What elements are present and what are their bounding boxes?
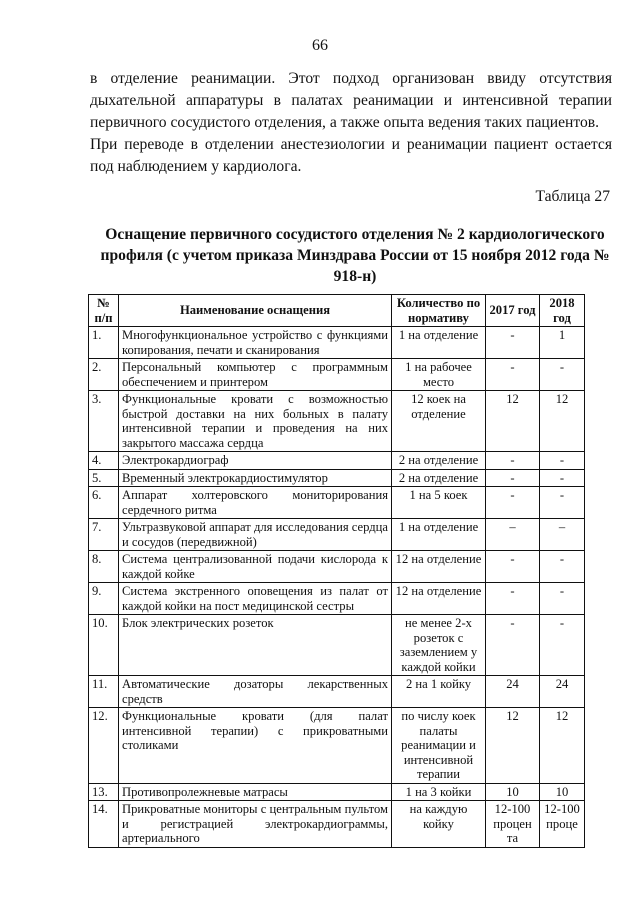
row-name: Функциональные кровати (для палат интенсивной терапии) с прикроватными столиками <box>119 708 392 784</box>
row-name: Система экстренного оповещения из палат от каждой койки на пост медицинской сестры <box>119 583 392 615</box>
row-name: Электрокардиограф <box>119 452 392 470</box>
row-2018: - <box>540 615 585 676</box>
row-quantity: 12 коек на отделение <box>392 391 486 452</box>
row-quantity: 12 на отделение <box>392 551 486 583</box>
row-2017: 12-100 процен та <box>486 801 540 848</box>
row-2018: - <box>540 551 585 583</box>
row-2018: 12 <box>540 391 585 452</box>
row-2017: - <box>486 615 540 676</box>
row-quantity: 2 на отделение <box>392 452 486 470</box>
intro-paragraph: При переводе в отделении анестезиологии и реанимации пациент остается под наблюдением у кардиолога. <box>90 136 612 175</box>
row-quantity: 2 на 1 койку <box>392 676 486 708</box>
row-name: Многофункциональное устройство с функциями копирования, печати и сканирования <box>119 327 392 359</box>
table-row <box>89 359 585 391</box>
table-title: Оснащение первичного сосудистого отделения № 2 кардиологического профиля (с учетом приказа Минздрава России от 15 ноября 2012 года № 918-н) <box>100 226 610 285</box>
row-2017: - <box>486 359 540 391</box>
row-quantity: 12 на отделение <box>392 583 486 615</box>
row-quantity: не менее 2-х розеток с заземлением у каждой койки <box>392 615 486 676</box>
table-label: Таблица 27 <box>535 188 610 205</box>
row-2017: 10 <box>486 783 540 801</box>
row-2017: – <box>486 519 540 551</box>
row-name: Персональный компьютер с программным обеспечением и принтером <box>119 359 392 391</box>
table-row <box>89 519 585 551</box>
row-quantity: по числу коек палаты реанимации и интенсивной терапии <box>392 708 486 784</box>
table-header-row <box>89 295 585 327</box>
row-2017: - <box>486 327 540 359</box>
table-row <box>89 783 585 801</box>
row-name: Временный электрокардиостимулятор <box>119 469 392 487</box>
page-number: 66 <box>312 37 328 54</box>
row-number: 4. <box>89 452 119 470</box>
row-quantity: 1 на рабочее место <box>392 359 486 391</box>
header-2017: 2017 год <box>486 295 540 327</box>
row-2017: - <box>486 583 540 615</box>
table-row <box>89 615 585 676</box>
row-number: 12. <box>89 708 119 784</box>
row-quantity: 1 на 3 койки <box>392 783 486 801</box>
row-quantity: 1 на отделение <box>392 327 486 359</box>
row-name: Блок электрических розеток <box>119 615 392 676</box>
row-2018: 12-100 проце <box>540 801 585 848</box>
row-quantity: 1 на 5 коек <box>392 487 486 519</box>
row-number: 1. <box>89 327 119 359</box>
table-row <box>89 469 585 487</box>
row-number: 2. <box>89 359 119 391</box>
row-2018: - <box>540 469 585 487</box>
row-number: 6. <box>89 487 119 519</box>
table-row <box>89 551 585 583</box>
row-number: 3. <box>89 391 119 452</box>
row-2018: 12 <box>540 708 585 784</box>
equipment-table <box>88 294 585 848</box>
row-name: Ультразвуковой аппарат для исследования сердца и сосудов (передвижной) <box>119 519 392 551</box>
row-2018: 10 <box>540 783 585 801</box>
row-2017: - <box>486 551 540 583</box>
row-number: 14. <box>89 801 119 848</box>
row-name: Прикроватные мониторы с центральным пультом и регистрацией электрокардиограммы, артериального <box>119 801 392 848</box>
row-2018: 24 <box>540 676 585 708</box>
row-number: 8. <box>89 551 119 583</box>
row-2017: 24 <box>486 676 540 708</box>
row-name: Автоматические дозаторы лекарственных средств <box>119 676 392 708</box>
header-name: Наименование оснащения <box>119 295 392 327</box>
table-row <box>89 708 585 784</box>
row-name: Система централизованной подачи кислорода к каждой койке <box>119 551 392 583</box>
row-number: 5. <box>89 469 119 487</box>
table-row <box>89 583 585 615</box>
row-2018: - <box>540 452 585 470</box>
row-2018: – <box>540 519 585 551</box>
row-2018: - <box>540 487 585 519</box>
row-2017: - <box>486 469 540 487</box>
table-row <box>89 327 585 359</box>
table-row <box>89 452 585 470</box>
header-2018: 2018 год <box>540 295 585 327</box>
table-row <box>89 391 585 452</box>
table-row <box>89 801 585 848</box>
row-number: 9. <box>89 583 119 615</box>
row-number: 13. <box>89 783 119 801</box>
row-2018: - <box>540 359 585 391</box>
row-2018: 1 <box>540 327 585 359</box>
row-quantity: 2 на отделение <box>392 469 486 487</box>
row-2017: 12 <box>486 708 540 784</box>
row-number: 10. <box>89 615 119 676</box>
row-2017: - <box>486 452 540 470</box>
row-2017: - <box>486 487 540 519</box>
table-row <box>89 487 585 519</box>
row-quantity: на каждую койку <box>392 801 486 848</box>
header-number: № п/п <box>89 295 119 327</box>
intro-paragraph: в отделение реанимации. Этот подход организован ввиду отсутствия дыхательной аппаратуры в палатах реанимации и интенсивной терапии первичного сосудистого отделения, а также опыта ведения таких пациентов. <box>90 70 612 131</box>
header-quantity: Количество по нормативу <box>392 295 486 327</box>
row-number: 7. <box>89 519 119 551</box>
intro-text <box>90 68 612 178</box>
row-quantity: 1 на отделение <box>392 519 486 551</box>
row-2017: 12 <box>486 391 540 452</box>
table-row <box>89 676 585 708</box>
row-name: Аппарат холтеровского мониторирования сердечного ритма <box>119 487 392 519</box>
row-2018: - <box>540 583 585 615</box>
row-name: Функциональные кровати с возможностью быстрой доставки на них больных в палату интенсивной терапии и проведения на них закрытого массажа сердца <box>119 391 392 452</box>
row-number: 11. <box>89 676 119 708</box>
row-name: Противопролежневые матрасы <box>119 783 392 801</box>
